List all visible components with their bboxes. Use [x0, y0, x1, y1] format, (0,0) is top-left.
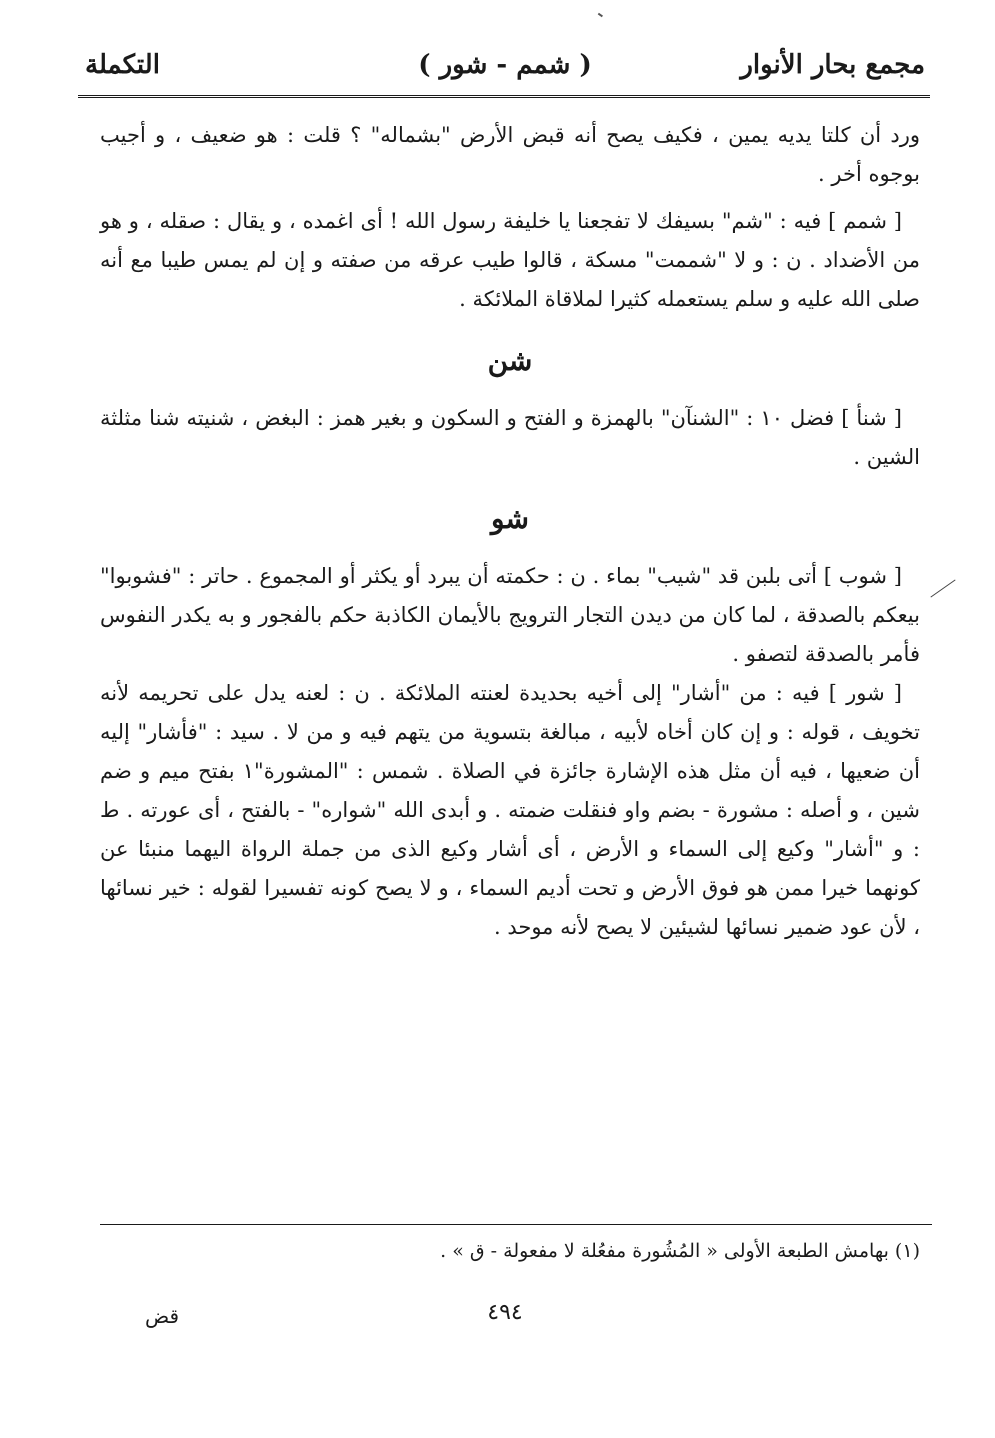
signature-mark: قض: [145, 1304, 180, 1328]
paragraph: [ شمم ] فيه : "شم" بسيفك لا تفجعنا يا خليفة رسول الله ! أى اغمده ، و يقال : صقله ، و هو من الأضداد . ن : و لا "شممت" مسكة ، قالوا طيب عرقه من صفته و إن لم يمس طيبا مع أنه صلى الله عليه و سلم يستعمله كثيرا لملاقاة الملائكة .: [100, 209, 920, 311]
paragraph: [ شنأ ] فضل ١٠ : "الشنآن" بالهمزة و الفتح و السكون و بغير همز : البغض ، شنيته شنا مثلثة الشين .: [100, 406, 920, 469]
book-title: مجمع بحار الأنوار: [740, 50, 925, 80]
running-header: [85, 50, 925, 92]
section-heading-shaw: شو: [491, 502, 529, 535]
section-heading-shin: شن: [487, 344, 533, 377]
paragraph: [ شور ] فيه : من "أشار" إلى أخيه بحديدة لعنته الملائكة . ن : لعنه يدل على تحريمه لأنه تخويف ، قوله : و إن كان أخاه لأبيه ، مبالغة بتسوية من يتهم فيه و من لا . سيد : "فأشار" إليه أن ضعيها ، فيه أن مثل هذه الإشارة جائزة في الصلاة . شمس : "المشورة"١ بفتح ميم و ضم شين ، و أصله : مشورة - بضم واو فنقلت ضمته . و أبدى الله "شواره" - بالفتح ، أى عورته . ط : و "أشار" وكيع إلى السماء و الأرض ، أى أشار وكيع الذى من جملة الرواة اليهما منبئا عن كونهما خيرا ممن هو فوق الأرض و تحت أديم السماء ، و لا يصح كونه تفسيرا لقوله : خير نسائها ، لأن عود ضمير نسائها لشيئين لا يصح لأنه موحد .: [100, 681, 920, 939]
main-text: [100, 116, 920, 947]
page-footer: [85, 1300, 925, 1340]
paragraph: ورد أن كلتا يديه يمين ، فكيف يصح أنه قبض الأرض "بشماله" ؟ قلت : هو ضعيف ، و أجيب بوجوه أخر .: [100, 123, 920, 186]
header-rule: [78, 95, 930, 98]
paragraph-gap: [100, 194, 920, 202]
paragraph: [ شوب ] أتى بلبن قد "شيب" بماء . ن : حكمته أن يبرد أو يكثر أو المجموع . حاتر : "فشوبوا" بيعكم بالصدقة ، لما كان من ديدن التجار الترويج بالأيمان الكاذبة حكم بالفجور و به يكدر النفوس فأمر بالصدقة لتصفو .: [100, 564, 920, 666]
page-number: ٤٩٤: [487, 1300, 523, 1325]
volume-label: التكملة: [85, 50, 160, 80]
margin-mark: [930, 579, 955, 597]
footnote-rule: [100, 1224, 932, 1225]
scan-speck: [598, 13, 603, 17]
section-range: ( شمم - شور ): [418, 50, 592, 80]
footnote: (١) بهامش الطبعة الأولى « المُشُورة مفعُلة لا مفعولة - ق » .: [440, 1240, 920, 1262]
